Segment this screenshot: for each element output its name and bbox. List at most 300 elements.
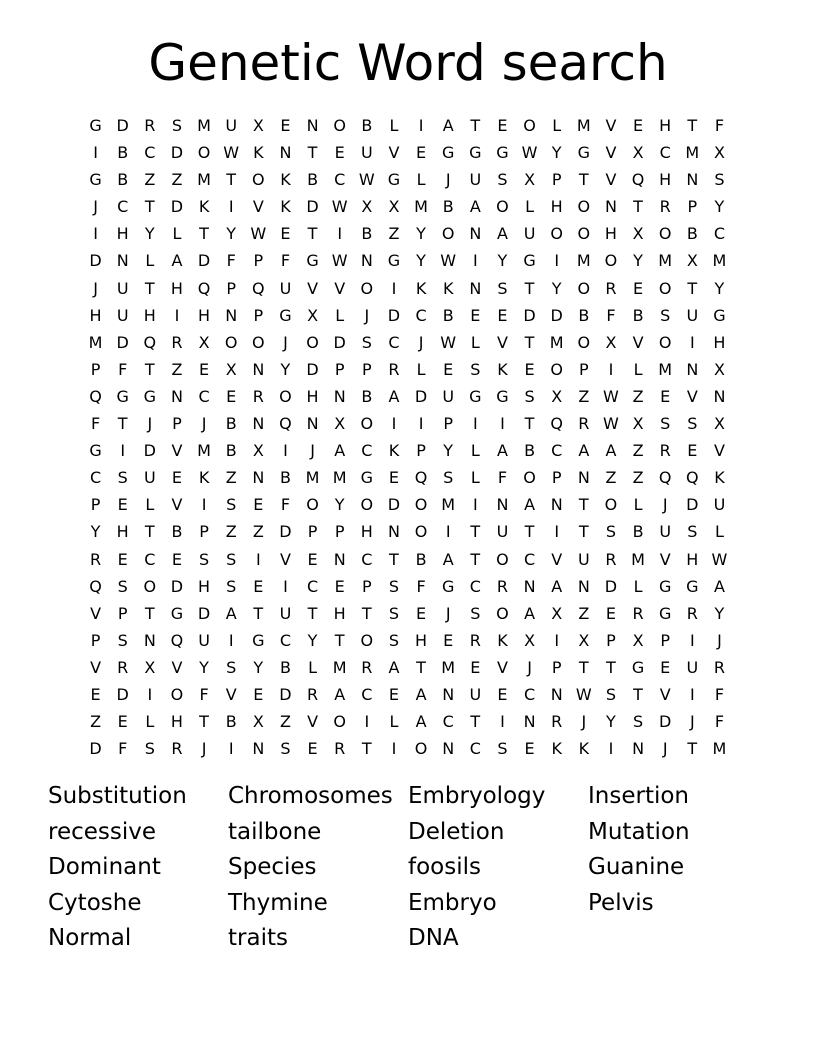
- word-list: [48, 779, 768, 957]
- grid-letter: F: [714, 684, 725, 704]
- grid-letter: B: [279, 468, 291, 488]
- grid-letter: G: [170, 603, 184, 623]
- grid-letter: I: [689, 332, 695, 352]
- grid-letter: R: [578, 414, 590, 434]
- grid-letter: I: [500, 414, 505, 434]
- grid-letter: L: [145, 251, 155, 271]
- grid-letter: G: [577, 143, 591, 163]
- grid-letter: C: [388, 332, 400, 352]
- grid-letter: P: [361, 576, 372, 596]
- grid-letter: B: [415, 549, 427, 569]
- grid-letter: G: [306, 251, 319, 271]
- grid-letter: L: [416, 170, 426, 190]
- grid-letter: M: [631, 549, 645, 569]
- grid-letter: B: [307, 170, 319, 190]
- grid-letter: S: [687, 522, 698, 542]
- grid-letter: D: [523, 305, 536, 325]
- grid-letter: P: [334, 359, 345, 379]
- grid-letter: A: [388, 386, 400, 406]
- grid-letter: H: [659, 170, 672, 190]
- grid-letter: W: [358, 170, 375, 190]
- grid-letter: A: [171, 251, 183, 271]
- grid-letter: I: [337, 224, 343, 244]
- grid-letter: L: [470, 441, 480, 461]
- grid-letter: L: [633, 359, 643, 379]
- grid-letter: B: [279, 657, 291, 677]
- grid-letter: N: [550, 495, 563, 515]
- grid-letter: C: [442, 712, 454, 732]
- grid-letter: C: [713, 224, 726, 244]
- grid-letter: O: [333, 712, 346, 732]
- grid-letter: G: [89, 441, 102, 461]
- grid-letter: I: [120, 441, 126, 461]
- grid-letter: P: [172, 414, 182, 434]
- grid-letter: X: [144, 657, 156, 677]
- grid-letter: V: [713, 441, 725, 461]
- grid-letter: M: [441, 495, 456, 515]
- grid-letter: I: [418, 116, 424, 135]
- word-list-item: traits: [228, 925, 288, 952]
- grid-letter: U: [469, 170, 482, 190]
- grid-letter: H: [415, 630, 428, 650]
- grid-letter: O: [414, 495, 428, 515]
- grid-letter: J: [527, 657, 532, 677]
- grid-letter: N: [252, 739, 265, 759]
- grid-letter: X: [632, 630, 644, 650]
- grid-letter: B: [442, 305, 454, 325]
- grid-letter: F: [118, 359, 128, 379]
- grid-letter: M: [88, 332, 103, 352]
- grid-letter: P: [199, 522, 209, 542]
- grid-letter: P: [687, 197, 698, 217]
- grid-letter: C: [523, 684, 536, 704]
- grid-letter: V: [279, 549, 291, 569]
- grid-letter: F: [497, 468, 508, 488]
- grid-letter: N: [496, 495, 509, 515]
- grid-letter: F: [606, 305, 616, 325]
- grid-letter: S: [226, 576, 237, 596]
- grid-letter: G: [252, 630, 265, 650]
- word-list-item: Pelvis: [588, 889, 654, 916]
- grid-letter: I: [93, 143, 98, 163]
- grid-letter: D: [170, 197, 184, 217]
- grid-letter: Q: [197, 278, 211, 298]
- grid-letter: J: [717, 630, 722, 650]
- grid-letter: N: [550, 684, 563, 704]
- grid-letter: T: [578, 657, 589, 677]
- grid-letter: I: [554, 522, 560, 542]
- grid-letter: O: [414, 739, 428, 759]
- grid-letter: I: [391, 739, 397, 759]
- grid-letter: U: [116, 278, 129, 298]
- grid-letter: B: [225, 414, 237, 434]
- grid-letter: V: [496, 657, 508, 677]
- grid-letter: I: [445, 522, 451, 542]
- grid-letter: O: [550, 224, 563, 244]
- grid-letter: Y: [443, 441, 454, 461]
- grid-letter: H: [604, 224, 617, 244]
- grid-letter: W: [711, 549, 728, 569]
- grid-letter: I: [228, 739, 234, 759]
- grid-letter: D: [306, 359, 319, 379]
- grid-letter: C: [361, 549, 373, 569]
- grid-letter: P: [90, 495, 101, 515]
- grid-letter: E: [226, 386, 237, 406]
- grid-letter: G: [89, 170, 102, 190]
- grid-letter: E: [253, 684, 264, 704]
- grid-letter: O: [577, 332, 591, 352]
- grid-letter: U: [198, 630, 210, 650]
- grid-letter: W: [440, 332, 457, 352]
- grid-letter: C: [361, 441, 373, 461]
- grid-letter: S: [388, 576, 400, 596]
- grid-letter: D: [197, 251, 211, 271]
- grid-letter: V: [171, 441, 183, 461]
- grid-letter: Z: [605, 468, 617, 488]
- grid-letter: N: [306, 414, 319, 434]
- grid-letter: T: [117, 414, 128, 434]
- grid-letter: L: [389, 116, 399, 135]
- grid-letter: G: [279, 305, 292, 325]
- word-search-grid: [82, 112, 733, 762]
- grid-letter: T: [470, 116, 481, 135]
- grid-letter: L: [335, 305, 345, 325]
- grid-letter: I: [201, 495, 207, 515]
- grid-letter: A: [415, 712, 427, 732]
- grid-letter: X: [388, 197, 400, 217]
- grid-letter: R: [632, 603, 644, 623]
- grid-letter: I: [472, 251, 478, 271]
- word-list-item: recessive: [48, 818, 157, 845]
- grid-letter: X: [252, 441, 264, 461]
- grid-letter: L: [172, 224, 182, 244]
- grid-letter: O: [604, 251, 618, 271]
- grid-letter: S: [361, 332, 372, 352]
- grid-letter: E: [633, 278, 644, 298]
- grid-letter: O: [252, 332, 265, 352]
- grid-letter: X: [605, 332, 617, 352]
- grid-letter: F: [714, 712, 725, 732]
- grid-letter: O: [143, 576, 157, 596]
- grid-letter: Z: [171, 170, 183, 190]
- grid-letter: O: [658, 332, 672, 352]
- grid-letter: Z: [388, 224, 400, 244]
- grid-letter: U: [713, 495, 726, 515]
- grid-letter: P: [660, 630, 671, 650]
- grid-letter: K: [714, 468, 725, 488]
- grid-letter: V: [686, 386, 698, 406]
- grid-letter: U: [442, 386, 455, 406]
- grid-letter: O: [360, 414, 374, 434]
- grid-letter: T: [307, 603, 318, 623]
- word-list-item: Embryo: [408, 889, 497, 916]
- grid-letter: E: [253, 495, 264, 515]
- grid-letter: B: [361, 386, 373, 406]
- grid-letter: X: [198, 332, 210, 352]
- grid-letter: F: [199, 684, 209, 704]
- grid-letter: G: [658, 603, 672, 623]
- grid-letter: M: [332, 468, 347, 488]
- grid-letter: N: [686, 170, 699, 190]
- grid-letter: O: [604, 495, 618, 515]
- grid-letter: I: [500, 712, 505, 732]
- grid-letter: V: [90, 603, 102, 623]
- grid-letter: G: [116, 386, 129, 406]
- grid-letter: T: [633, 684, 643, 704]
- grid-letter: K: [198, 197, 210, 217]
- grid-letter: O: [279, 386, 292, 406]
- grid-letter: Y: [307, 630, 318, 650]
- grid-letter: Z: [632, 468, 644, 488]
- word-list-item: Chromosomes: [228, 783, 393, 809]
- grid-letter: E: [117, 495, 128, 515]
- grid-letter: A: [578, 441, 590, 461]
- grid-letter: H: [143, 305, 156, 325]
- word-list-item: Embryology: [408, 783, 546, 809]
- grid-letter: O: [577, 224, 591, 244]
- grid-letter: S: [660, 305, 671, 325]
- grid-letter: C: [659, 143, 671, 163]
- grid-letter: C: [469, 576, 481, 596]
- grid-letter: B: [171, 522, 183, 542]
- grid-letter: S: [226, 549, 237, 569]
- grid-letter: G: [143, 386, 157, 406]
- grid-letter: O: [523, 468, 536, 488]
- grid-letter: M: [549, 332, 564, 352]
- grid-letter: R: [551, 712, 563, 732]
- grid-letter: T: [307, 224, 318, 244]
- grid-letter: K: [442, 278, 454, 298]
- grid-letter: T: [144, 522, 155, 542]
- grid-letter: M: [576, 251, 591, 271]
- grid-letter: D: [604, 576, 618, 596]
- grid-letter: S: [497, 278, 508, 298]
- grid-letter: J: [283, 332, 288, 352]
- grid-letter: L: [389, 712, 399, 732]
- grid-letter: E: [416, 143, 427, 163]
- grid-letter: U: [686, 305, 699, 325]
- grid-letter: A: [225, 603, 237, 623]
- grid-letter: E: [660, 386, 671, 406]
- grid-letter: R: [171, 332, 183, 352]
- grid-letter: P: [578, 359, 589, 379]
- grid-letter: B: [578, 305, 590, 325]
- grid-letter: E: [416, 603, 427, 623]
- grid-letter: U: [360, 143, 373, 163]
- grid-letter: H: [198, 576, 211, 596]
- grid-letter: M: [712, 739, 727, 759]
- word-list-item: tailbone: [228, 818, 322, 845]
- grid-letter: V: [659, 549, 671, 569]
- grid-letter: B: [117, 170, 129, 190]
- word-list-item: Guanine: [588, 854, 685, 881]
- grid-letter: E: [334, 576, 345, 596]
- grid-letter: E: [307, 549, 318, 569]
- grid-letter: D: [414, 386, 428, 406]
- grid-letter: X: [307, 305, 319, 325]
- grid-letter: H: [550, 197, 563, 217]
- grid-letter: Q: [143, 332, 157, 352]
- grid-letter: O: [441, 224, 455, 244]
- grid-letter: Z: [225, 468, 237, 488]
- grid-letter: P: [307, 522, 318, 542]
- grid-letter: H: [116, 224, 129, 244]
- grid-letter: Y: [416, 251, 426, 271]
- grid-letter: J: [445, 603, 451, 623]
- grid-letter: R: [659, 197, 671, 217]
- grid-letter: F: [416, 576, 426, 596]
- grid-letter: Z: [90, 712, 102, 732]
- grid-letter: U: [116, 305, 129, 325]
- grid-letter: A: [496, 224, 508, 244]
- grid-letter: X: [713, 359, 725, 379]
- grid-letter: D: [116, 116, 129, 135]
- grid-letter: I: [689, 630, 695, 650]
- grid-letter: N: [469, 224, 482, 244]
- grid-letter: P: [361, 359, 372, 379]
- grid-letter: J: [201, 414, 207, 434]
- grid-letter: D: [197, 603, 211, 623]
- grid-letter: P: [253, 251, 264, 271]
- grid-letter: N: [306, 116, 319, 135]
- grid-letter: W: [603, 414, 619, 434]
- grid-letter: D: [387, 305, 401, 325]
- grid-letter: G: [469, 386, 482, 406]
- grid-letter: L: [145, 712, 155, 732]
- grid-letter: S: [687, 414, 698, 434]
- grid-letter: Y: [144, 224, 155, 244]
- grid-letter: O: [360, 630, 374, 650]
- grid-letter: M: [197, 170, 211, 190]
- grid-letter: A: [388, 657, 400, 677]
- grid-letter: E: [90, 684, 101, 704]
- word-list-item: Insertion: [588, 783, 690, 809]
- grid-letter: O: [414, 522, 428, 542]
- grid-letter: H: [333, 603, 346, 623]
- grid-letter: O: [523, 116, 536, 135]
- grid-letter: R: [144, 116, 156, 135]
- grid-letter: N: [252, 359, 265, 379]
- grid-letter: A: [469, 197, 481, 217]
- grid-letter: Y: [606, 712, 616, 732]
- grid-letter: M: [712, 251, 727, 271]
- grid-letter: S: [714, 170, 725, 190]
- grid-letter: K: [578, 739, 590, 759]
- grid-letter: U: [659, 522, 672, 542]
- grid-letter: S: [605, 522, 617, 542]
- grid-letter: S: [524, 386, 535, 406]
- grid-letter: C: [523, 549, 536, 569]
- grid-letter: G: [713, 305, 726, 325]
- grid-letter: T: [524, 414, 535, 434]
- grid-letter: E: [687, 441, 698, 461]
- grid-letter: X: [334, 414, 346, 434]
- grid-letter: T: [144, 278, 155, 298]
- grid-letter: X: [632, 224, 644, 244]
- grid-letter: U: [496, 522, 509, 542]
- grid-letter: T: [633, 197, 643, 217]
- grid-letter: V: [632, 332, 644, 352]
- grid-letter: U: [225, 116, 238, 135]
- grid-letter: X: [578, 630, 590, 650]
- grid-letter: N: [116, 251, 129, 271]
- grid-letter: W: [575, 684, 592, 704]
- grid-letter: C: [361, 684, 373, 704]
- grid-letter: Y: [551, 278, 562, 298]
- grid-letter: R: [90, 549, 102, 569]
- grid-letter: D: [89, 739, 102, 759]
- grid-letter: T: [687, 739, 698, 759]
- grid-letter: L: [145, 495, 155, 515]
- grid-letter: X: [632, 414, 644, 434]
- grid-letter: Y: [551, 143, 562, 163]
- grid-letter: B: [442, 197, 454, 217]
- grid-letter: T: [144, 197, 155, 217]
- grid-letter: O: [170, 684, 184, 704]
- grid-letter: C: [117, 197, 129, 217]
- grid-letter: H: [686, 549, 699, 569]
- grid-letter: K: [551, 739, 562, 759]
- grid-letter: D: [279, 522, 292, 542]
- grid-letter: E: [497, 684, 508, 704]
- grid-letter: C: [89, 468, 102, 488]
- grid-letter: T: [578, 495, 589, 515]
- grid-letter: W: [603, 386, 619, 406]
- grid-letter: W: [250, 224, 267, 244]
- grid-letter: Y: [226, 224, 237, 244]
- grid-letter: I: [608, 739, 614, 759]
- grid-letter: X: [252, 116, 264, 135]
- grid-letter: N: [632, 739, 645, 759]
- grid-letter: G: [631, 657, 645, 677]
- grid-letter: N: [442, 684, 455, 704]
- grid-letter: J: [689, 712, 695, 732]
- grid-letter: P: [90, 359, 101, 379]
- grid-letter: I: [174, 305, 180, 325]
- grid-letter: A: [334, 441, 346, 461]
- grid-letter: R: [307, 684, 319, 704]
- grid-letter: E: [633, 116, 644, 135]
- grid-letter: T: [307, 143, 318, 163]
- grid-letter: S: [117, 468, 128, 488]
- grid-letter: L: [633, 576, 643, 596]
- word-list-item: DNA: [408, 925, 459, 952]
- grid-letter: U: [686, 657, 699, 677]
- grid-letter: I: [228, 197, 234, 217]
- grid-letter: R: [171, 739, 183, 759]
- grid-letter: S: [226, 657, 237, 677]
- grid-letter: S: [388, 630, 400, 650]
- grid-letter: O: [306, 332, 319, 352]
- grid-letter: I: [391, 278, 397, 298]
- grid-letter: S: [660, 414, 671, 434]
- grid-letter: W: [223, 143, 240, 163]
- grid-letter: D: [306, 197, 319, 217]
- grid-letter: N: [604, 197, 617, 217]
- grid-letter: V: [90, 657, 102, 677]
- grid-letter: V: [496, 332, 508, 352]
- grid-letter: K: [388, 441, 400, 461]
- grid-letter: G: [441, 143, 455, 163]
- grid-letter: Y: [199, 657, 209, 677]
- grid-letter: F: [90, 414, 101, 434]
- grid-letter: W: [440, 251, 457, 271]
- grid-letter: O: [333, 116, 346, 135]
- grid-letter: E: [443, 630, 454, 650]
- grid-letter: V: [605, 116, 617, 135]
- grid-letter: I: [283, 576, 288, 596]
- grid-letter: N: [686, 359, 699, 379]
